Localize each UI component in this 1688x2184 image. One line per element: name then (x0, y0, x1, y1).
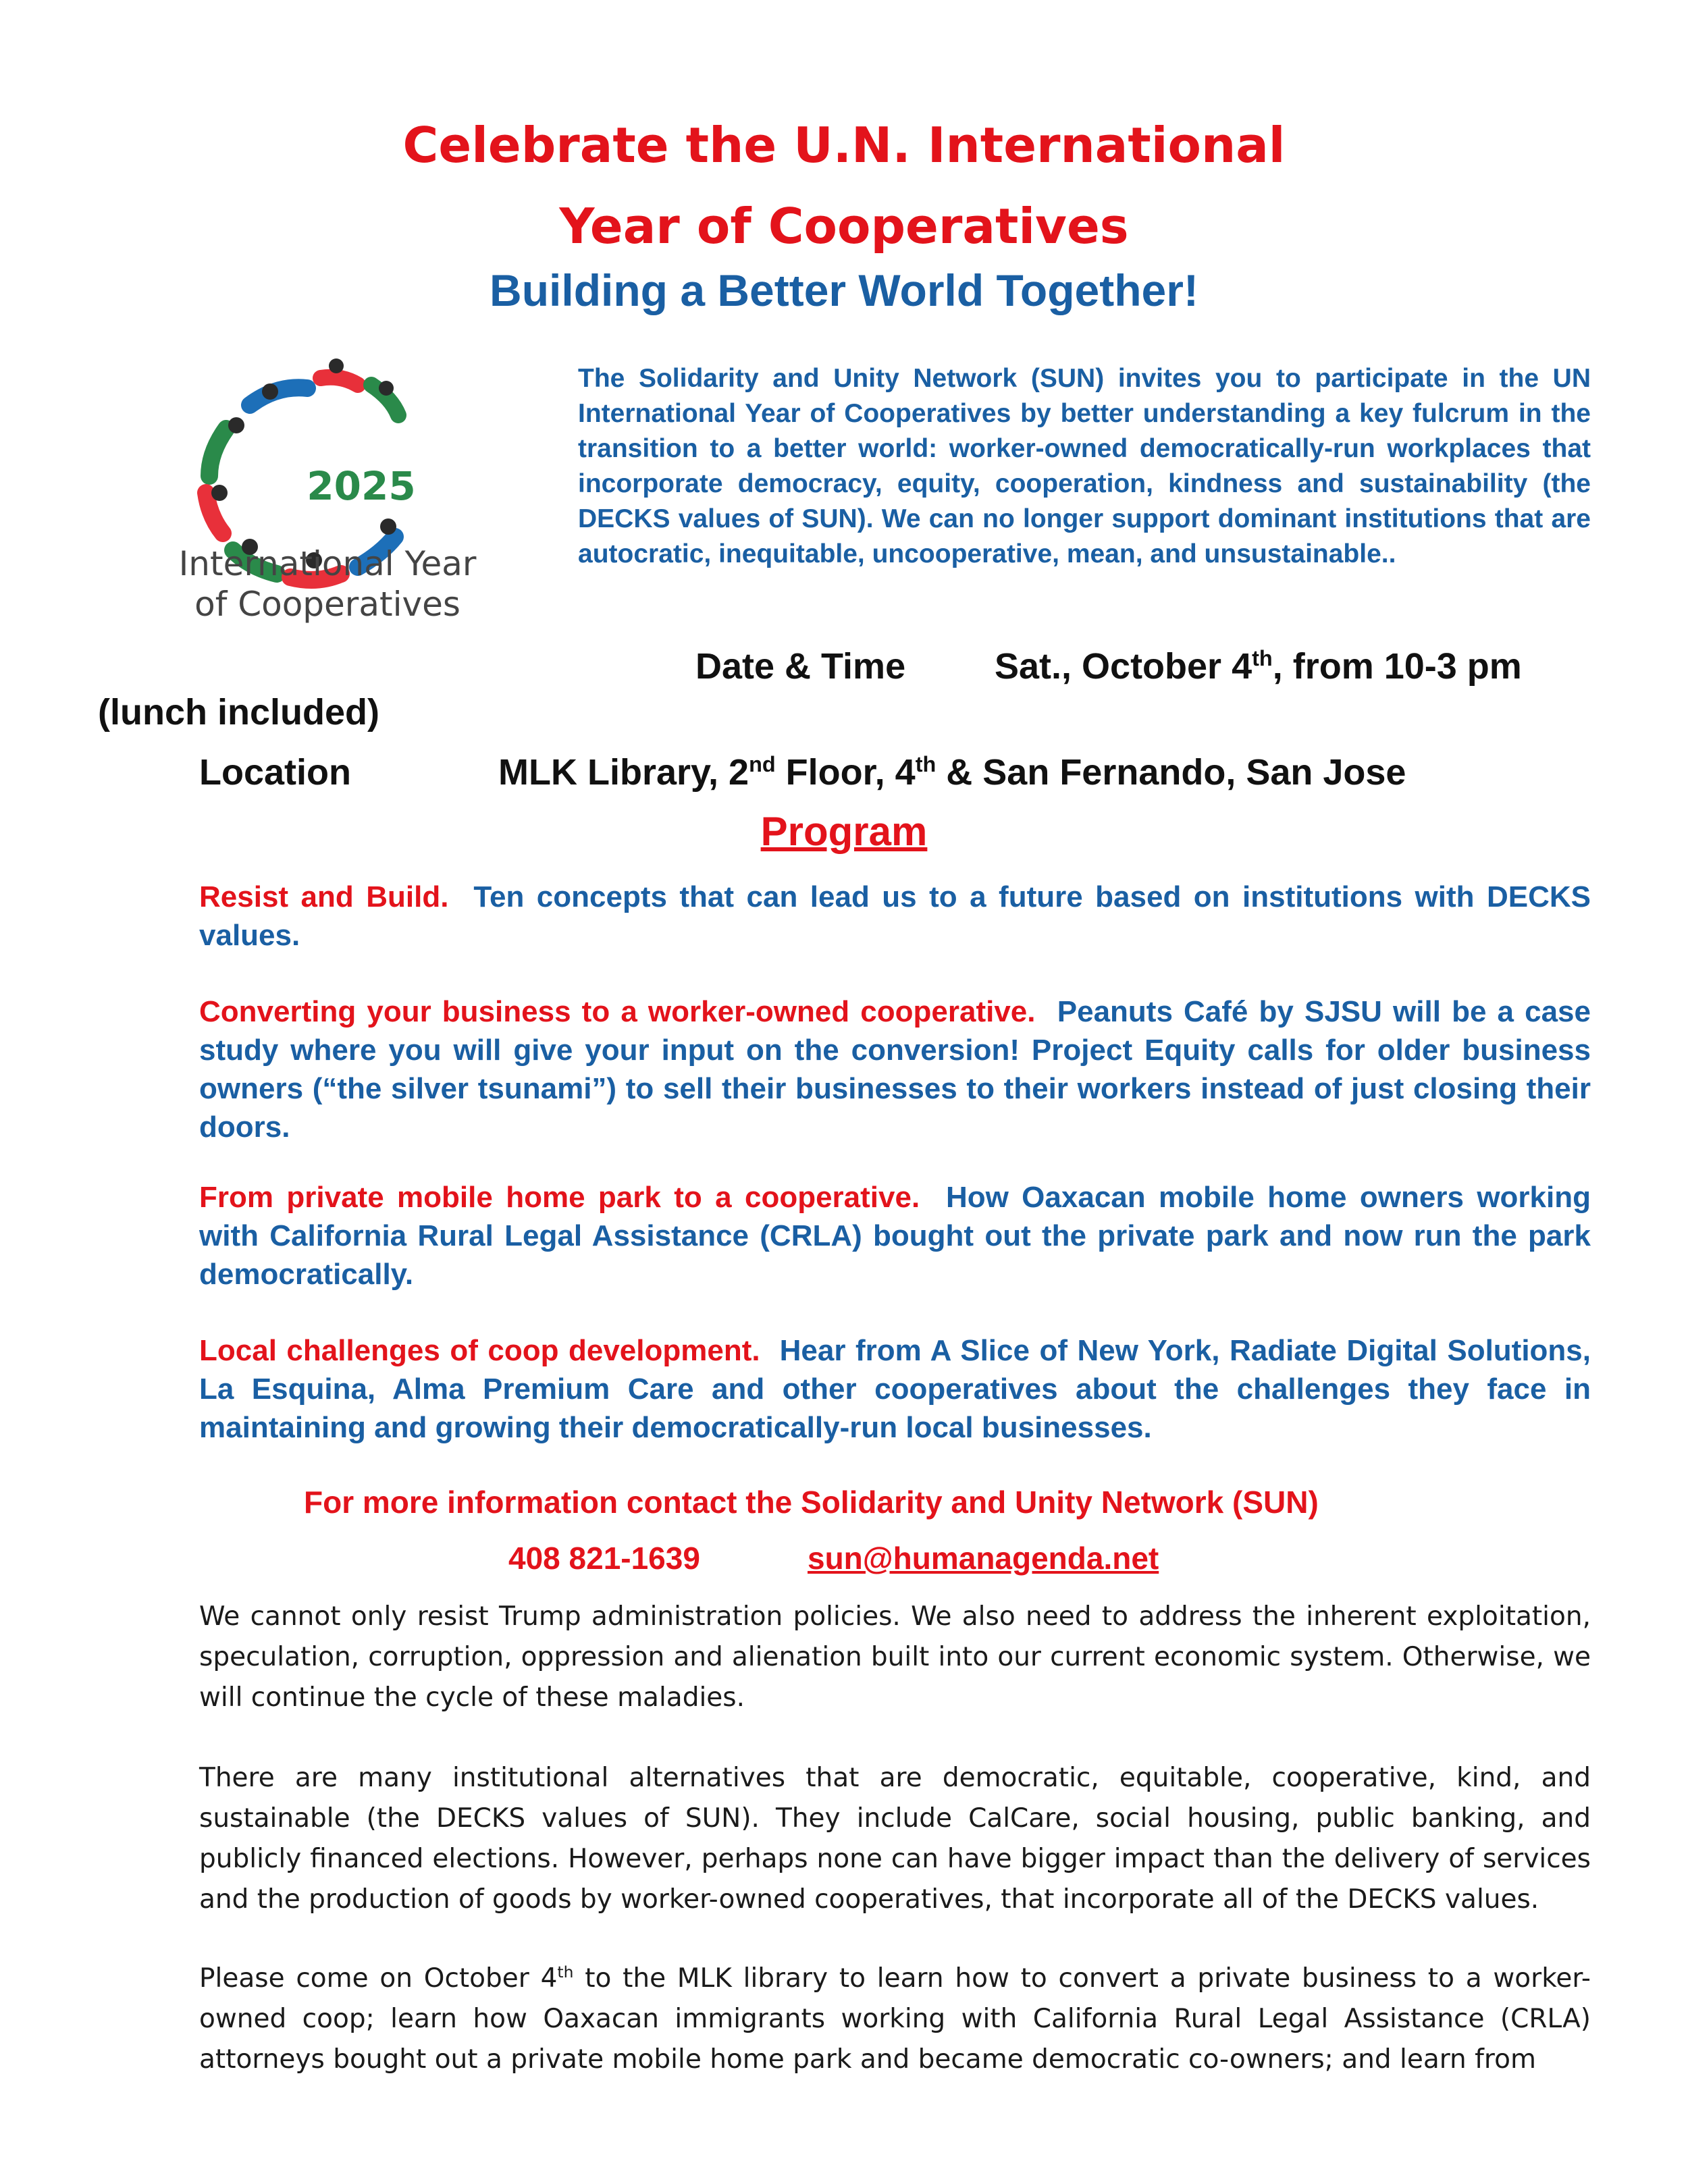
contact-phone: 408 821-1639 (508, 1541, 700, 1576)
contact-line: For more information contact the Solidarity and Unity Network (SUN) (304, 1485, 1319, 1520)
contact-email-link[interactable]: sun@humanagenda.net (808, 1541, 1159, 1576)
program-heading: Program (760, 809, 928, 854)
body-paragraph-3: Please come on October 4th to the MLK library to learn how to convert a private business to a worker-owned coop; learn how Oaxacan immigrants working with California Rural Legal Assistance (CRLA) attorneys bought out a private mobile home park and became democratic co-owners; and learn from (199, 1963, 1591, 2075)
program-item-text: Ten concepts that can lead us to a future based on institutions with DECKS values. (199, 880, 1591, 952)
location-label: Location (199, 752, 351, 793)
logo-year: 2025 (307, 463, 416, 509)
title-line-1: Celebrate the U.N. International (402, 117, 1286, 174)
program-item-text: Peanuts Café by SJSU will be a case study where you will give your input on the conversion! Project Equity calls for older business owners (“the silver tsunami”) to sell their businesses to their workers instead of just closing their doors. (199, 995, 1591, 1144)
program-item-2 (199, 992, 1591, 1146)
program-item-title: Local challenges of coop development. (199, 1334, 760, 1367)
intro-paragraph: The Solidarity and Unity Network (SUN) invites you to participate in the UN International Year of Cooperatives by better understanding a key fulcrum in the transition to a better world: worker-owned democratically-run workplaces that incorporate democracy, equity, cooperation, kindness and sustainability (the DECKS values of SUN). We can no longer support dominant institutions that are autocratic, inequitable, uncooperative, mean, and unsustainable.. (578, 364, 1591, 568)
program-item-4 (199, 1331, 1591, 1447)
body-paragraph-2: There are many institutional alternatives that are democratic, equitable, cooperative, kind, and sustainable (the DECKS values of SUN). They include CalCare, social housing, public banking, and publicly financed elections. However, perhaps none can have bigger impact than the delivery of services and the production of goods by worker-owned cooperatives, that incorporate all of the DECKS values. (199, 1763, 1591, 1915)
date-value: Sat., October 4th, from 10-3 pm (995, 646, 1522, 687)
program-item-title: Resist and Build. (199, 880, 449, 913)
lunch-note: (lunch included) (98, 692, 379, 733)
program-item-1 (199, 878, 1591, 955)
body-paragraph-1: We cannot only resist Trump administration policies. We also need to address the inherent exploitation, speculation, corruption, oppression and alienation built into our current economic system. Otherwise, we will continue the cycle of these maladies. (199, 1601, 1591, 1713)
logo-caption (162, 543, 493, 624)
logo-caption-line-2: of Cooperatives (194, 585, 460, 624)
subtitle: Building a Better World Together! (490, 265, 1198, 315)
program-item-title: From private mobile home park to a cooperative. (199, 1181, 920, 1214)
program-item-title: Converting your business to a worker-owned cooperative. (199, 995, 1036, 1028)
program-item-text: Hear from A Slice of New York, Radiate Digital Solutions, La Esquina, Alma Premium Care and other cooperatives about the challenges they face in maintaining and growing their democratically-run local businesses. (199, 1334, 1591, 1444)
logo-caption-line-1: International Year (178, 544, 477, 583)
program-item-3 (199, 1178, 1591, 1294)
location-value: MLK Library, 2nd Floor, 4th & San Fernando, San Jose (498, 752, 1406, 793)
program-item-text: How Oaxacan mobile home owners working with California Rural Legal Assistance (CRLA) bought out the private park and now run the park democratically. (199, 1181, 1591, 1291)
title-line-2: Year of Cooperatives (559, 198, 1129, 255)
date-label: Date & Time (695, 646, 906, 687)
